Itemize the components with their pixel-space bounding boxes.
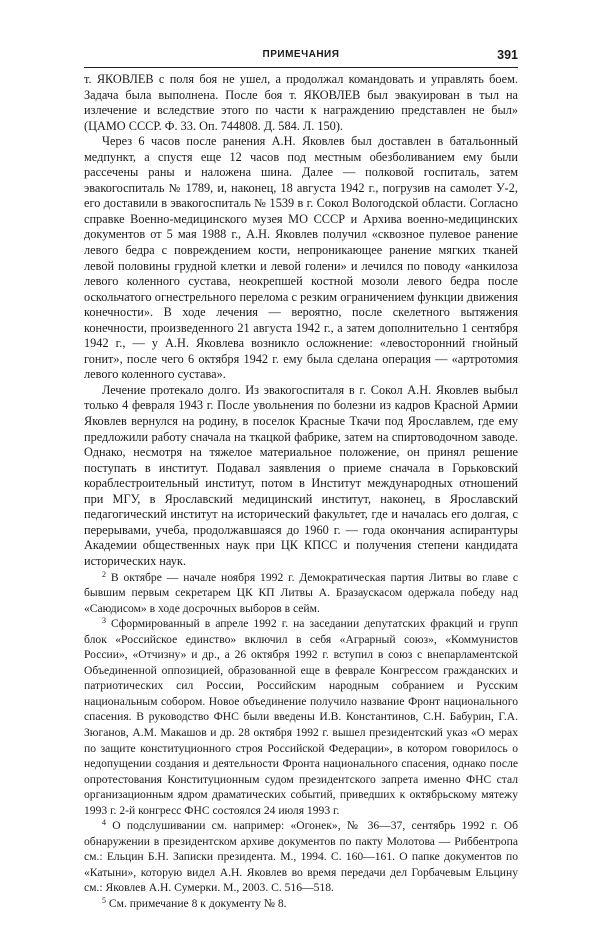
footnote-text: О подслушивании см. например: «Огонек», № 36—37, сентябрь 1992 г. Об обнаружении в президентском архиве документов по пакту Молотова — Риббентропа см.: Ельцин Б.Н. Записки президента. М., 1994. С. 160—161. О папке документов по «Катыни», которую видел А.Н. Яковлев во время передачи дел Горбачевым Ельцину см.: Яковлев А.Н. Сумерки. М., 2003. С. 516—518. [84, 819, 518, 895]
page-number: 391 [497, 48, 518, 62]
paragraph-text: Лечение протекало долго. Из эвакогоспиталя в г. Сокол А.Н. Яковлев выбыл только 4 февраля 1943 г. После увольнения по болезни из кадров Красной Армии Яковлев вернулся на родину, в поселок Красные Ткачи под Ярославлем, где ему предложили работу сначала на ткацкой фабрике, затем на спиртоводочном заводе. Однако, несмотря на тяжелое материальное положение, он принял решение поступать в институт. Подавал заявления о приеме сначала в Горьковский кораблестроительный институт, потом в Институт международных отношений при МГУ, в Ярославский медицинский институт, наконец, в Ярославский педагогический институт на исторический факультет, где и началась его долгая, с перерывами, учеба, продолжавшаяся до 1960 г. — года окончания аспирантуры Академии общественных наук при ЦК КПСС и получения степени кандидата исторических наук. [84, 382, 518, 568]
footnote-marker: 5 [102, 895, 106, 905]
footnote-marker: 2 [102, 569, 106, 579]
note-paragraph [84, 383, 518, 570]
footnote-2 [84, 570, 518, 617]
footnote-3 [84, 616, 518, 818]
footnote-marker: 3 [102, 616, 106, 626]
note-paragraph [84, 134, 518, 383]
footnote-5 [84, 896, 518, 912]
footnote-text: См. примечание 8 к документу № 8. [106, 896, 287, 910]
running-header-title: ПРИМЕЧАНИЯ [262, 49, 340, 60]
note-paragraph-continuation [84, 72, 518, 134]
paragraph-text: т. ЯКОВЛЕВ с поля боя не ушел, а продолжал командовать и управлять боем. Задача была выполнена. После боя т. ЯКОВЛЕВ был эвакуирован в тыл на излечение и вследствие этого по части к награждению представлен не был» (ЦАМО СССР. Ф. 33. Оп. 744808. Д. 584. Л. 150). [84, 72, 518, 133]
header-rule [84, 67, 518, 68]
footnote-text: Сформированный в апреле 1992 г. на заседании депутатских фракций и групп блок «Российское единство» включил в себя «Аграрный союз», «Коммунистов России», «Отчизну» и др., а 26 октября 1992 г. вступил в союз с внепарламентской Объединенной оппозицией, образованной еще в феврале Конгрессом гражданских и патриотических сил России, Российским народным собранием и Русским национальным собором. Новое объединение получило название Фронт национального спасения. В руководство ФНС были введены И.В. Константинов, С.Н. Бабурин, Г.А. Зюганов, А.М. Макашов и др. 28 октября 1992 г. вышел президентский указ «О мерах по защите конституционного строя Российской Федерации», в котором говорилось о недопущении создания и деятельности Фронта национального спасения, однако после опротестования Конституционным судом президентского запрета именно ФНС стал организационным ядром драматических событий, приведших к октябрьскому мятежу 1993 г. 2-й конгресс ФНС состоялся 24 июля 1993 г. [84, 617, 518, 817]
notes-body [84, 72, 518, 912]
paragraph-text: Через 6 часов после ранения А.Н. Яковлев был доставлен в батальонный медпункт, а спустя еще 12 часов под местным обезболиванием ему были рассечены раны и наложена шина. Далее — полковой госпиталь, затем эвакогоспиталь № 1789, и, наконец, 18 августа 1942 г., погрузив на самолет У-2, его доставили в эвакогоспиталь № 1539 в г. Сокол Вологодской области. Согласно справке Военно-медицинского музея МО СССР и Архива военно-медицинских документов от 5 мая 1988 г., А.Н. Яковлев получил «сквозное пулевое ранение левого бедра с повреждением кости, непроникающее ранение мягких тканей левой половины грудной клетки и левой голени» и лечился по поводу «анкилоза левого коленного сустава, неокрепшей костной мозоли левого бедра после оскольчатого огнестрельного перелома с резким ограничением функции движения конечности». В ходе лечения — вероятно, после скелетного вытяжения конечности, произведенного 21 августа 1942 г., а затем дополнительно 1 сентября 1942 г., — у А.Н. Яковлева возникло осложнение: «левосторонний гнойный гонит», после чего 6 октября 1942 г. ему была сделана операция — «артротомия левого коленного сустава». [84, 134, 518, 382]
running-header [84, 49, 518, 67]
footnote-marker: 4 [102, 818, 106, 828]
footnote-4 [84, 818, 518, 896]
footnote-text: В октябре — начале ноября 1992 г. Демократическая партия Литвы во главе с бывшим первым секретарем ЦК КП Литвы А. Бразаускасом одержала победу над «Саюдисом» в ходе досрочных выборов в сейм. [84, 570, 518, 615]
